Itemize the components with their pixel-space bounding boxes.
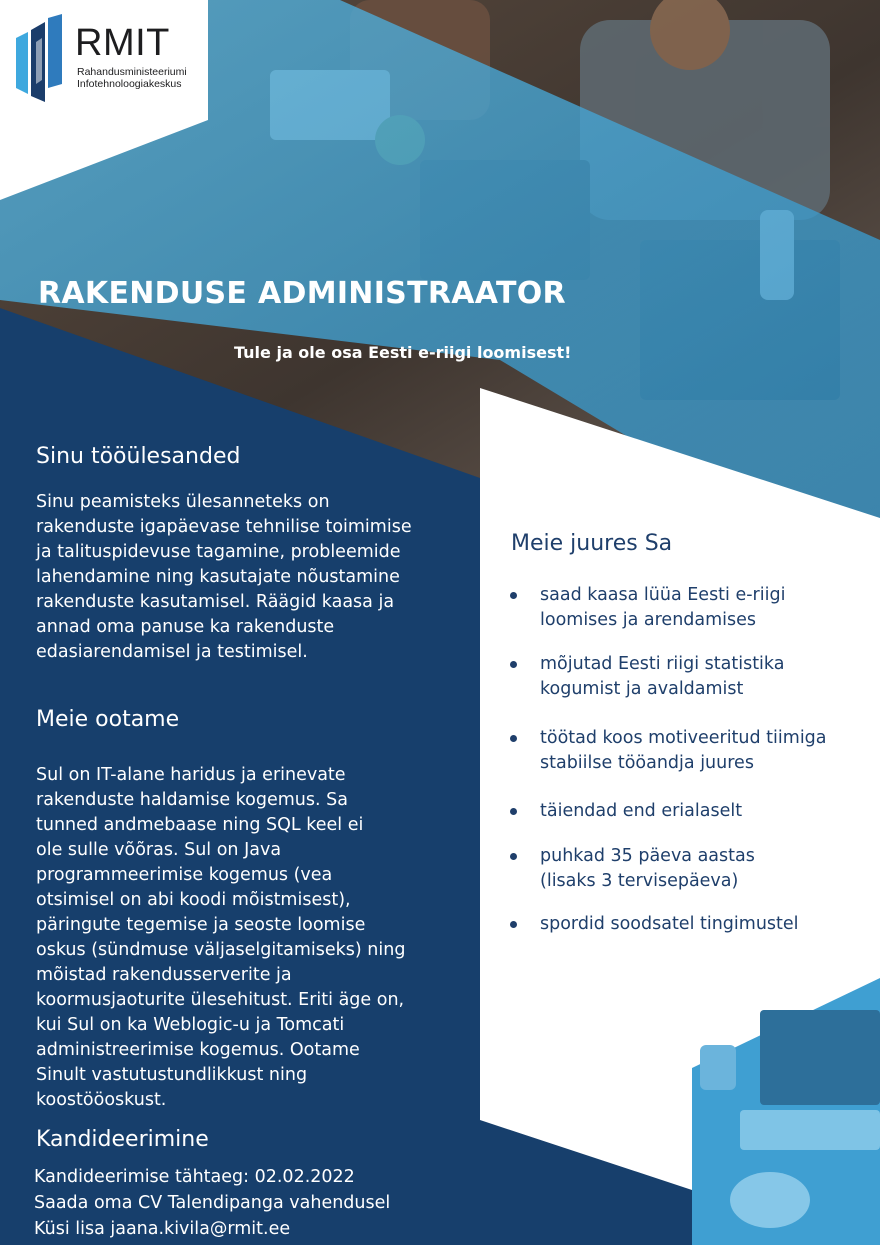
expect-line: koostööoskust. [36, 1090, 167, 1110]
expect-line: kui Sul on ka Weblogic-u ja Tomcati [36, 1015, 345, 1035]
deadline-text: Kandideerimise tähtaeg: 02.02.2022 [34, 1167, 355, 1187]
tasks-text [36, 490, 412, 665]
benefit-line: stabiilse tööandja juures [540, 753, 754, 773]
tasks-line: annad oma panuse ka rakenduste [36, 617, 335, 637]
expect-line: otsimisel on abi koodi mõistmisest), [36, 890, 351, 910]
benefit-line: töötad koos motiveeritud tiimiga [540, 728, 827, 748]
contact-text: Küsi lisa jaana.kivila@rmit.ee [34, 1219, 291, 1239]
tasks-line: rakenduste kasutamisel. Räägid kaasa ja [36, 592, 395, 612]
logo-name: RMIT [75, 22, 170, 64]
benefit-text [540, 844, 755, 894]
tasks-heading: Sinu tööülesanded [36, 444, 241, 469]
tasks-line: rakenduste igapäevase tehnilise toimimise [36, 517, 412, 537]
benefit-text [540, 799, 742, 824]
rmit-logo-icon [14, 14, 64, 104]
tasks-line: lahendamine ning kasutajate nõustamine [36, 567, 400, 587]
benefit-line: (lisaks 3 tervisepäeva) [540, 871, 739, 891]
expect-line: ole sulle võõras. Sul on Java [36, 840, 282, 860]
benefit-line: täiendad end erialaselt [540, 801, 743, 821]
expect-heading: Meie ootame [36, 707, 180, 732]
benefit-line: mõjutad Eesti riigi statistika [540, 654, 785, 674]
benefit-line: kogumist ja avaldamist [540, 679, 744, 699]
bullet-icon [510, 808, 517, 815]
benefits-heading: Meie juures Sa [511, 531, 673, 556]
apply-text: Saada oma CV Talendipanga vahendusel [34, 1193, 391, 1213]
benefit-line: saad kaasa lüüa Eesti e-riigi [540, 585, 786, 605]
tasks-line: edasiarendamisel ja testimisel. [36, 642, 308, 662]
benefit-line: loomises ja arendamises [540, 610, 757, 630]
tasks-line: Sinu peamisteks ülesanneteks on [36, 492, 330, 512]
expect-line: administreerimise kogemus. Ootame [36, 1040, 360, 1060]
expect-line: mõistad rakendusserverite ja [36, 965, 292, 985]
tasks-line: ja talituspidevuse tagamine, probleemide [36, 542, 401, 562]
expect-line: Sinult vastutustundlikkust ning [36, 1065, 308, 1085]
logo-subtitle-line: Infotehnoloogiakeskus [77, 78, 182, 90]
rmit-logo [0, 0, 208, 120]
expect-text [36, 763, 405, 1113]
expect-line: rakenduste haldamise kogemus. Sa [36, 790, 348, 810]
benefit-text [540, 912, 799, 937]
logo-subtitle [77, 66, 187, 90]
expect-line: tunned andmebaase ning SQL keel ei [36, 815, 364, 835]
benefit-text [540, 652, 784, 702]
tagline: Tule ja ole osa Eesti e-riigi loomisest! [234, 343, 572, 362]
bullet-icon [510, 661, 517, 668]
benefit-text [540, 583, 785, 633]
bullet-icon [510, 592, 517, 599]
bullet-icon [510, 853, 517, 860]
bullet-icon [510, 921, 517, 928]
candidacy-info [34, 1164, 390, 1242]
benefit-line: puhkad 35 päeva aastas [540, 846, 755, 866]
expect-line: Sul on IT-alane haridus ja erinevate [36, 765, 346, 785]
expect-line: koormusjaoturite ülesehitust. Eriti äge on, [36, 990, 405, 1010]
logo-subtitle-line: Rahandusministeeriumi [77, 66, 187, 78]
expect-line: programmeerimise kogemus (vea [36, 865, 333, 885]
expect-line: oskus (sündmuse väljaselgitamiseks) ning [36, 940, 406, 960]
benefit-line: spordid soodsatel tingimustel [540, 914, 799, 934]
benefit-text [540, 726, 827, 776]
candidacy-heading: Kandideerimine [36, 1127, 209, 1152]
expect-line: päringute tegemise ja seoste loomise [36, 915, 366, 935]
job-title: RAKENDUSE ADMINISTRAATOR [38, 276, 566, 311]
bullet-icon [510, 735, 517, 742]
